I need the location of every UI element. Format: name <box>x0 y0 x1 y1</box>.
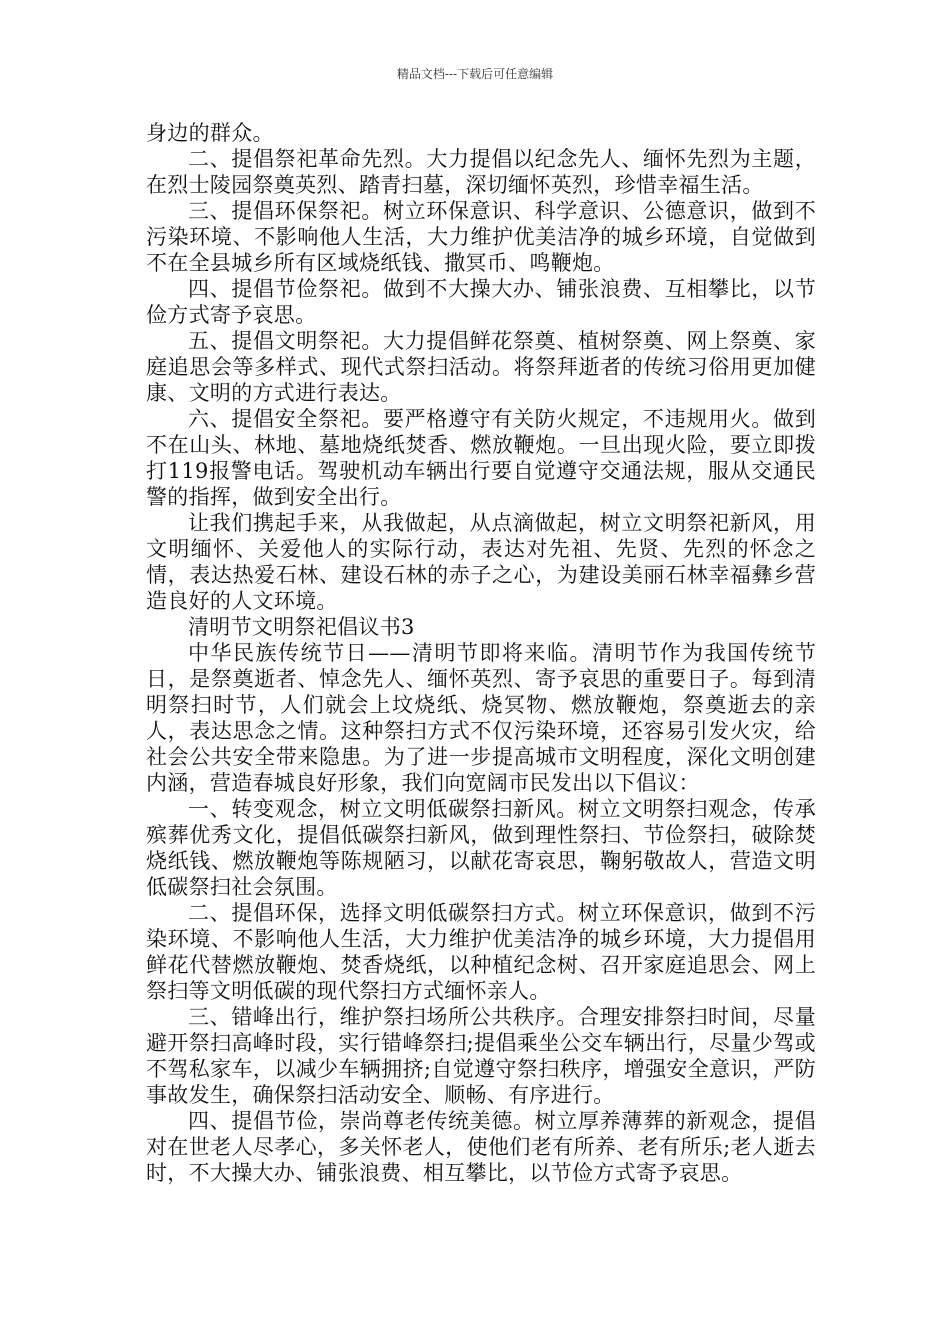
paragraph-intro: 中华民族传统节日——清明节即将来临。清明节作为我国传统节日，是祭奠逝者、悼念先人、缅怀英烈、寄予哀思的重要日子。每到清明祭扫时节，人们就会上坟烧纸、烧冥物、燃放鞭炮，祭奠逝去的亲人，表达思念之情。这种祭扫方式不仅污染环境，还容易引发火灾，给社会公共安全带来隐患。为了进一步提高城市文明程度，深化文明创建内涵，营造春城良好形象，我们向宽阔市民发出以下倡议： <box>146 641 816 795</box>
paragraph-proposal-4: 四、提倡节俭，崇尚尊老传统美德。树立厚养薄葬的新观念，提倡对在世老人尽孝心，多关怀老人，使他们老有所养、老有所乐;老人逝去时，不大操大办、铺张浪费、相互攀比，以节俭方式寄予哀思。 <box>146 1109 816 1185</box>
section-title: 清明节文明祭祀倡议书3 <box>188 615 415 639</box>
paragraph-proposal-3: 三、错峰出行，维护祭扫场所公共秩序。合理安排祭扫时间，尽量避开祭扫高峰时段，实行错峰祭扫;提倡乘坐公交车辆出行，尽量少驾或不驾私家车，以减少车辆拥挤;自觉遵守祭扫秩序，增强安全意识，严防事故发生，确保祭扫活动安全、顺畅、有序进行。 <box>146 1005 816 1107</box>
paragraph-item-5: 五、提倡文明祭祀。大力提倡鲜花祭奠、植树祭奠、网上祭奠、家庭追思会等多样式、现代式祭扫活动。将祭拜逝者的传统习俗用更加健康、文明的方式进行表达。 <box>146 329 816 405</box>
paragraph-closing-call: 让我们携起手来，从我做起，从点滴做起，树立文明祭祀新风，用文明缅怀、关爱他人的实际行动，表达对先祖、先贤、先烈的怀念之情，表达热爱石林、建设石林的赤子之心，为建设美丽石林幸福彝乡营造良好的人文环境。 <box>146 511 816 613</box>
paragraph-item-2: 二、提倡祭祀革命先烈。大力提倡以纪念先人、缅怀先烈为主题，在烈士陵园祭奠英烈、踏青扫墓，深切缅怀英烈，珍惜幸福生活。 <box>146 147 816 197</box>
paragraph-item-6: 六、提倡安全祭祀。要严格遵守有关防火规定，不违规用火。做到不在山头、林地、墓地烧纸焚香、燃放鞭炮。一旦出现火险，要立即拨打119报警电话。驾驶机动车辆出行要自觉遵守交通法规，服从交通民警的指挥，做到安全出行。 <box>146 407 816 509</box>
paragraph-item-4: 四、提倡节俭祭祀。做到不大操大办、铺张浪费、互相攀比，以节俭方式寄予哀思。 <box>146 277 816 327</box>
document-body <box>146 120 816 1186</box>
paragraph-item-3: 三、提倡环保祭祀。树立环保意识、科学意识、公德意识，做到不污染环境、不影响他人生活，大力维护优美洁净的城乡环境，自觉做到不在全县城乡所有区域烧纸钱、撒冥币、鸣鞭炮。 <box>146 199 816 275</box>
page-header-note: 精品文档---下载后可任意编辑 <box>396 67 554 81</box>
paragraph-proposal-1: 一、转变观念，树立文明低碳祭扫新风。树立文明祭扫观念，传承殡葬优秀文化，提倡低碳祭扫新风，做到理性祭扫、节俭祭扫，破除焚烧纸钱、燃放鞭炮等陈规陋习，以献花寄哀思，鞠躬敬故人，营造文明低碳祭扫社会氛围。 <box>146 797 816 899</box>
paragraph-continuation: 身边的群众。 <box>146 121 274 145</box>
paragraph-proposal-2: 二、提倡环保，选择文明低碳祭扫方式。树立环保意识，做到不污染环境、不影响他人生活，大力维护优美洁净的城乡环境，大力提倡用鲜花代替燃放鞭炮、焚香烧纸，以种植纪念树、召开家庭追思会、网上祭扫等文明低碳的现代祭扫方式缅怀亲人。 <box>146 901 816 1003</box>
